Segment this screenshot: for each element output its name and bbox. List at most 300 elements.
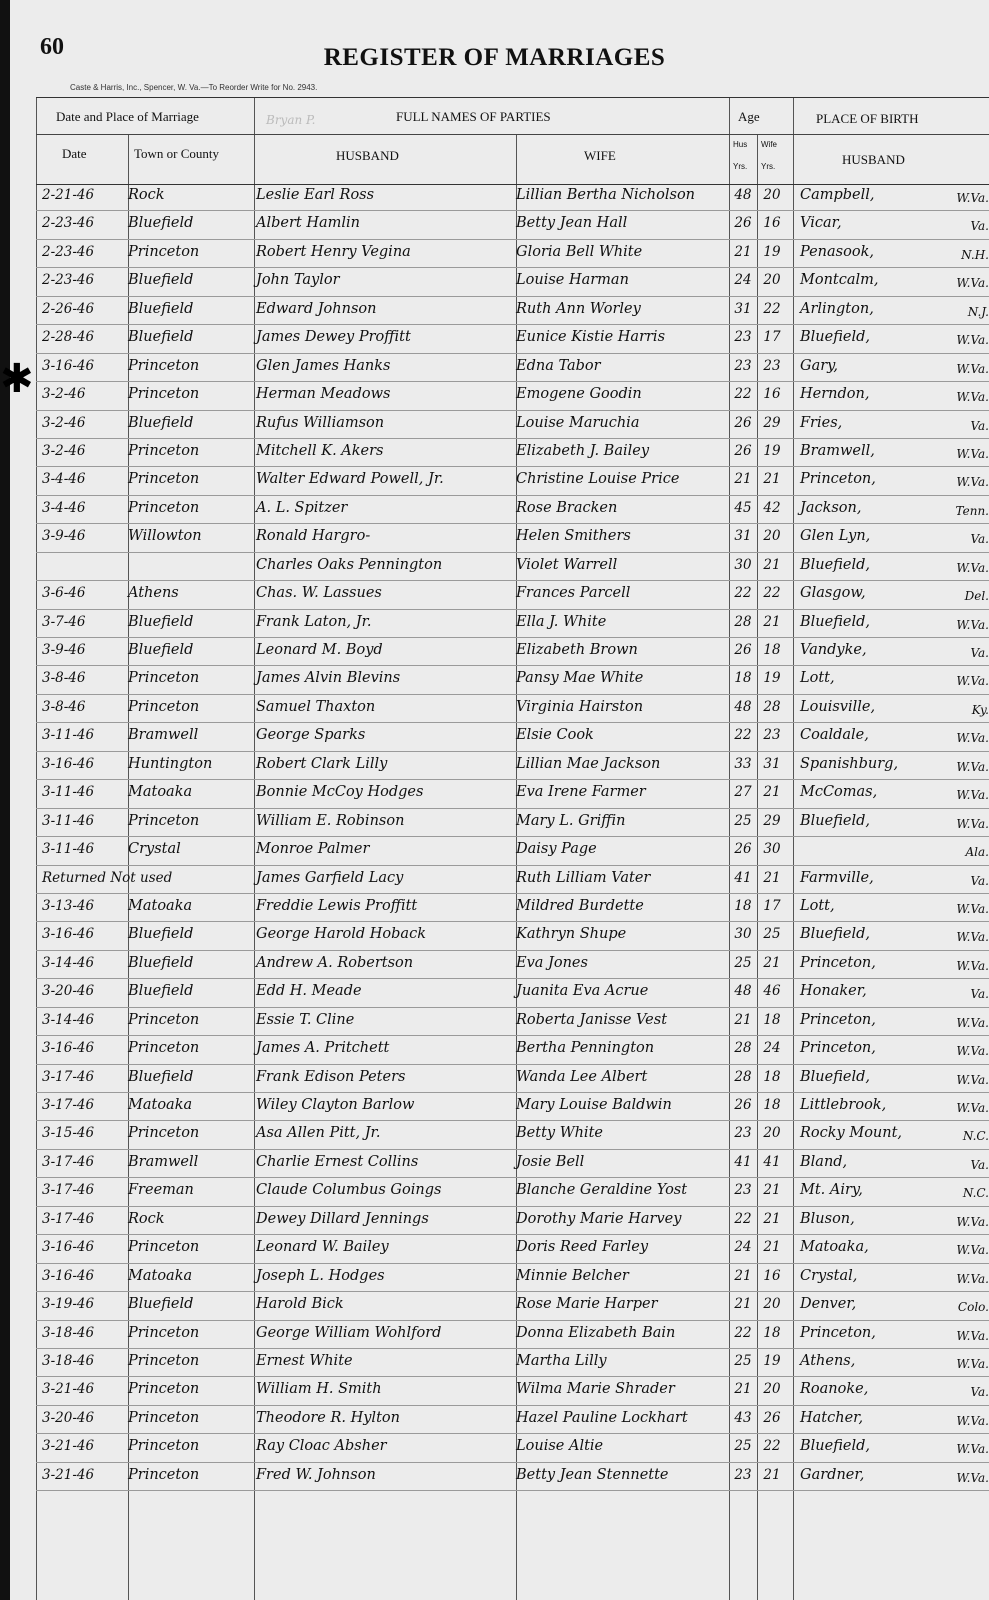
entry-wife-age: 29	[763, 414, 781, 431]
entry-date: 3-14-46	[42, 1011, 95, 1028]
entry-husband-age: 41	[734, 869, 752, 886]
entry-wife-age: 21	[763, 613, 781, 630]
entry-wife: Frances Parcell	[516, 585, 631, 602]
entry-husband-age: 26	[734, 642, 752, 658]
entry-wife-age: 21	[763, 1239, 781, 1256]
entry-wife-age: 19	[763, 243, 781, 260]
entry-husband: Ernest White	[256, 1352, 353, 1369]
entry-wife: Ruth Lilliam Vater	[516, 869, 651, 886]
entry-wife: Ella J. White	[516, 613, 607, 630]
table-row	[36, 1321, 989, 1349]
entry-wife: Betty Jean Hall	[516, 215, 628, 232]
entry-wife: Virginia Hairston	[516, 698, 644, 715]
page-number: 60	[40, 34, 64, 60]
entry-wife-age: 20	[763, 1381, 781, 1398]
entry-husband: Walter Edward Powell, Jr.	[256, 471, 444, 488]
entry-wife-age: 21	[763, 869, 781, 886]
asterisk-marker: ✱	[0, 356, 34, 402]
entry-husband-age: 18	[734, 897, 752, 914]
entry-wife: Betty Jean Stennette	[516, 1466, 669, 1483]
entry-birthplace: Bluefield,	[800, 926, 870, 943]
entry-birthplace: Littlebrook,	[800, 1097, 887, 1113]
entry-date: 3-15-46	[42, 1125, 95, 1142]
entry-husband-age: 22	[734, 1324, 752, 1341]
entry-town: Bluefield	[128, 215, 194, 232]
entry-birth-state: W.Va.	[956, 1015, 989, 1030]
entry-husband-age: 31	[734, 528, 752, 545]
entry-date: 3-16-46	[42, 1239, 95, 1256]
entry-wife-age: 24	[763, 1040, 781, 1057]
header-date-place: Date and Place of Marriage	[56, 109, 199, 124]
entry-wife: Louise Harman	[516, 272, 629, 289]
printer-imprint: Caste & Harris, Inc., Spencer, W. Va.—To Reorder Write for No. 2943.	[70, 83, 318, 92]
table-row	[36, 1065, 989, 1093]
entry-town: Matoaka	[128, 784, 193, 801]
table-row	[36, 553, 989, 581]
entry-birthplace: Louisville,	[800, 698, 876, 715]
entry-birth-state: Colo.	[957, 1300, 989, 1315]
table-row	[36, 1178, 989, 1206]
entry-husband: Glen James Hanks	[256, 357, 391, 374]
entry-wife-age: 20	[763, 1125, 781, 1142]
entry-birthplace: Lott,	[800, 670, 835, 687]
entry-husband-age: 43	[734, 1409, 752, 1426]
table-row	[36, 752, 989, 780]
table-row	[36, 467, 989, 495]
entry-town: Huntington	[128, 755, 213, 772]
table-row	[36, 268, 989, 296]
entry-wife-age: 26	[763, 1409, 781, 1426]
entry-date: 3-17-46	[42, 1153, 95, 1170]
table-row	[36, 1235, 989, 1263]
table-row	[36, 1264, 989, 1292]
entry-birth-state: Va.	[970, 873, 989, 888]
entry-husband-age: 22	[734, 585, 752, 602]
entry-husband-age: 22	[734, 1210, 752, 1227]
entry-birthplace: Princeton,	[800, 471, 876, 488]
entry-wife: Hazel Pauline Lockhart	[516, 1409, 688, 1426]
entry-town: Princeton	[128, 1239, 200, 1256]
entry-husband: Leonard M. Boyd	[256, 642, 383, 658]
entry-birthplace: Mt. Airy,	[800, 1182, 863, 1199]
entry-town: Princeton	[128, 1011, 200, 1028]
entry-town: Princeton	[128, 1324, 200, 1341]
entry-town: Princeton	[128, 471, 200, 488]
entry-birthplace: Vandyke,	[800, 642, 867, 658]
entry-birthplace: Penasook,	[800, 243, 874, 260]
entry-birthplace: Denver,	[800, 1296, 857, 1313]
entry-birthplace: Montcalm,	[800, 272, 879, 289]
entry-wife-age: 20	[763, 187, 781, 203]
entry-town: Matoaka	[128, 1097, 193, 1113]
entry-town: Bluefield	[128, 642, 194, 658]
table-header	[36, 97, 989, 185]
entry-date: 3-19-46	[42, 1296, 95, 1313]
entry-town: Bluefield	[128, 272, 194, 289]
entry-husband-age: 24	[734, 1239, 752, 1256]
entry-birthplace: Athens,	[800, 1352, 856, 1369]
entry-wife-age: 21	[763, 784, 781, 801]
entry-wife-age: 23	[763, 727, 781, 744]
entry-wife-age: 21	[763, 556, 781, 573]
entry-husband: Chas. W. Lassues	[256, 585, 382, 602]
entry-town: Freeman	[128, 1182, 194, 1199]
entry-husband: Frank Laton, Jr.	[256, 613, 372, 630]
entry-date: 3-17-46	[42, 1210, 95, 1227]
entry-husband: James Garfield Lacy	[256, 869, 404, 886]
entry-date: 3-2-46	[42, 386, 86, 403]
entry-town: Bramwell	[128, 727, 199, 744]
entry-birthplace: Bland,	[800, 1153, 848, 1170]
entry-husband-age: 26	[734, 414, 752, 431]
entry-husband: William H. Smith	[256, 1381, 382, 1398]
entry-birth-state: Ky.	[971, 702, 989, 717]
entry-wife: Mildred Burdette	[516, 897, 644, 914]
entry-town: Princeton	[128, 442, 200, 459]
entry-wife-age: 17	[763, 897, 781, 914]
header-pob-husband: HUSBAND	[842, 152, 905, 167]
entry-wife: Wanda Lee Albert	[516, 1068, 648, 1085]
table-row	[36, 1093, 989, 1121]
entry-town: Bluefield	[128, 983, 194, 1000]
entry-birthplace: McComas,	[800, 784, 878, 801]
entry-date: Returned Not used	[42, 869, 173, 886]
entry-birth-state: N.J.	[967, 304, 989, 319]
table-row	[36, 1292, 989, 1320]
entry-wife-age: 22	[763, 1438, 781, 1455]
entry-birthplace: Rocky Mount,	[800, 1125, 903, 1142]
entry-town: Athens	[128, 585, 179, 602]
table-row	[36, 809, 989, 837]
entry-wife: Mary L. Griffin	[516, 812, 626, 829]
entry-wife: Betty White	[516, 1125, 603, 1142]
entry-birth-state: W.Va.	[956, 816, 989, 831]
register-entries	[36, 183, 989, 1491]
entry-husband-age: 26	[734, 215, 752, 232]
entry-husband: Bonnie McCoy Hodges	[256, 784, 424, 801]
table-row	[36, 382, 989, 410]
entry-wife: Louise Altie	[516, 1438, 604, 1455]
entry-wife-age: 31	[763, 755, 781, 772]
table-row	[36, 496, 989, 524]
entry-birth-state: W.Va.	[956, 1243, 989, 1258]
entry-birth-state: W.Va.	[956, 560, 989, 575]
entry-birthplace: Bluefield,	[800, 613, 870, 630]
entry-husband: Robert Henry Vegina	[256, 243, 411, 260]
entry-wife: Donna Elizabeth Bain	[516, 1324, 676, 1341]
entry-birth-state: W.Va.	[956, 333, 989, 348]
entry-birth-state: W.Va.	[956, 276, 989, 291]
entry-date: 3-6-46	[42, 585, 86, 602]
entry-birth-state: W.Va.	[956, 731, 989, 746]
table-row	[36, 1207, 989, 1235]
entry-husband-age: 25	[734, 1352, 752, 1369]
entry-husband-age: 23	[734, 357, 752, 374]
entry-birth-state: W.Va.	[956, 958, 989, 973]
entry-husband: Joseph L. Hodges	[256, 1267, 385, 1284]
entry-birthplace: Honaker,	[800, 983, 867, 1000]
entry-husband-age: 23	[734, 1125, 752, 1142]
entry-wife: Daisy Page	[516, 841, 597, 858]
entry-birth-state: W.Va.	[956, 446, 989, 461]
entry-wife: Gloria Bell White	[516, 243, 643, 260]
entry-wife: Elizabeth Brown	[516, 642, 638, 658]
entry-husband-age: 21	[734, 243, 752, 260]
entry-wife: Mary Louise Baldwin	[516, 1097, 672, 1113]
table-row	[36, 979, 989, 1007]
entry-date: 3-16-46	[42, 1040, 95, 1057]
entry-wife: Eva Irene Farmer	[516, 784, 646, 801]
entry-town: Rock	[128, 187, 165, 203]
entry-birthplace: Princeton,	[800, 1324, 876, 1341]
table-row	[36, 638, 989, 666]
entry-wife-age: 42	[763, 499, 781, 516]
entry-wife-age: 21	[763, 1466, 781, 1483]
table-row	[36, 524, 989, 552]
entry-wife-age: 21	[763, 471, 781, 488]
entry-birth-state: W.Va.	[956, 1328, 989, 1343]
entry-birthplace: Bluefield,	[800, 1438, 870, 1455]
entry-birth-state: W.Va.	[956, 361, 989, 376]
entry-date: 3-4-46	[42, 471, 86, 488]
entry-wife-age: 16	[763, 1267, 781, 1284]
table-row	[36, 1150, 989, 1178]
entry-town: Princeton	[128, 1125, 200, 1142]
entry-birthplace: Glen Lyn,	[800, 528, 871, 545]
entry-husband: Fred W. Johnson	[256, 1466, 376, 1483]
entry-town: Bluefield	[128, 926, 194, 943]
page-title: REGISTER OF MARRIAGES	[323, 44, 666, 71]
entry-wife-age: 18	[763, 1097, 781, 1113]
entry-wife: Eva Jones	[516, 954, 588, 971]
entry-birth-state: N.C.	[962, 1129, 989, 1144]
entry-husband-age: 26	[734, 1097, 752, 1113]
table-row	[36, 581, 989, 609]
entry-date: 3-20-46	[42, 1409, 95, 1426]
entry-husband-age: 22	[734, 386, 752, 403]
entry-husband-age: 21	[734, 1381, 752, 1398]
entry-wife-age: 21	[763, 1182, 781, 1199]
entry-birthplace: Spanishburg,	[800, 755, 899, 772]
entry-husband: John Taylor	[256, 272, 340, 289]
entry-birthplace: Bluson,	[800, 1210, 855, 1227]
entry-town: Crystal	[128, 841, 181, 858]
entry-date: 2-23-46	[42, 272, 95, 289]
entry-date: 3-9-46	[42, 642, 86, 658]
entry-town: Bluefield	[128, 300, 194, 317]
entry-wife: Elizabeth J. Bailey	[516, 442, 650, 459]
entry-town: Princeton	[128, 670, 200, 687]
entry-husband-age: 48	[734, 983, 752, 1000]
entry-wife: Emogene Goodin	[516, 386, 642, 403]
entry-town: Princeton	[128, 499, 200, 516]
entry-wife: Christine Louise Price	[516, 471, 680, 488]
entry-birth-state: Ala.	[965, 845, 989, 860]
entry-husband: Dewey Dillard Jennings	[256, 1210, 429, 1227]
entry-husband-age: 28	[734, 1040, 752, 1057]
entry-wife-age: 16	[763, 386, 781, 403]
entry-birthplace: Crystal,	[800, 1267, 858, 1284]
entry-wife: Doris Reed Farley	[516, 1239, 649, 1256]
entry-birthplace: Princeton,	[800, 1040, 876, 1057]
table-row	[36, 894, 989, 922]
entry-birthplace: Bluefield,	[800, 1068, 870, 1085]
entry-husband-age: 18	[734, 670, 752, 687]
entry-birthplace: Farmville,	[800, 869, 874, 886]
entry-birth-state: Del.	[964, 589, 989, 604]
entry-wife: Kathryn Shupe	[516, 926, 627, 943]
table-row	[36, 1349, 989, 1377]
entry-birthplace: Hatcher,	[800, 1409, 864, 1426]
entry-husband-age: 30	[734, 556, 752, 573]
entry-wife: Rose Marie Harper	[516, 1296, 658, 1313]
entry-town: Princeton	[128, 1466, 200, 1483]
entry-date: 2-23-46	[42, 243, 95, 260]
entry-wife-age: 23	[763, 357, 781, 374]
entry-husband: Samuel Thaxton	[256, 698, 376, 715]
header-yrs: Yrs.	[733, 162, 748, 171]
entry-date: 3-16-46	[42, 1267, 95, 1284]
entry-town: Bluefield	[128, 954, 194, 971]
entry-date: 2-21-46	[42, 187, 95, 203]
entry-town: Princeton	[128, 1438, 200, 1455]
entry-birth-state: Va.	[970, 1157, 989, 1172]
entry-wife-age: 18	[763, 1011, 781, 1028]
entry-wife: Elsie Cook	[516, 727, 594, 744]
entry-birthplace: Gary,	[800, 357, 839, 374]
table-row	[36, 183, 989, 211]
table-row	[36, 837, 989, 865]
entry-birthplace: Princeton,	[800, 1011, 876, 1028]
entry-wife: Louise Maruchia	[516, 414, 640, 431]
entry-husband: George Harold Hoback	[256, 926, 426, 943]
entry-birthplace: Princeton,	[800, 954, 876, 971]
entry-husband: Essie T. Cline	[256, 1011, 355, 1028]
entry-husband-age: 25	[734, 812, 752, 829]
entry-date: 3-11-46	[42, 812, 95, 829]
entry-town: Princeton	[128, 1040, 200, 1057]
entry-date: 2-23-46	[42, 215, 95, 232]
entry-husband-age: 25	[734, 954, 752, 971]
entry-husband: William E. Robinson	[256, 812, 405, 829]
entry-husband: George Sparks	[256, 727, 366, 744]
entry-husband: Edd H. Meade	[256, 983, 362, 1000]
entry-wife-age: 41	[763, 1153, 781, 1170]
table-row	[36, 695, 989, 723]
entry-date: 3-21-46	[42, 1381, 95, 1398]
page-binding-edge	[0, 0, 10, 1600]
entry-wife: Wilma Marie Shrader	[516, 1381, 675, 1398]
entry-town: Willowton	[128, 528, 202, 545]
entry-birth-state: W.Va.	[956, 901, 989, 916]
entry-birth-state: W.Va.	[956, 617, 989, 632]
entry-birthplace: Roanoke,	[800, 1381, 869, 1398]
entry-wife: Josie Bell	[516, 1153, 585, 1170]
entry-birthplace: Bluefield,	[800, 812, 870, 829]
entry-date: 3-18-46	[42, 1324, 95, 1341]
entry-wife: Edna Tabor	[516, 357, 601, 374]
entry-wife-age: 19	[763, 670, 781, 687]
entry-birthplace: Lott,	[800, 897, 835, 914]
table-row	[36, 240, 989, 268]
entry-date: 3-13-46	[42, 897, 95, 914]
table-row	[36, 354, 989, 382]
entry-wife-age: 19	[763, 442, 781, 459]
header-wife-age: Wife	[761, 140, 777, 149]
entry-husband-age: 33	[734, 755, 752, 772]
entry-husband-age: 45	[734, 499, 752, 516]
faint-stamp: Bryan P.	[266, 113, 316, 127]
entry-birth-state: N.C.	[962, 1186, 989, 1201]
entry-wife: Violet Warrell	[516, 556, 618, 573]
entry-husband: Theodore R. Hylton	[256, 1409, 400, 1426]
entry-birth-state: Va.	[970, 219, 989, 234]
header-divider	[36, 134, 989, 135]
entry-town: Princeton	[128, 1352, 200, 1369]
entry-date: 3-7-46	[42, 613, 86, 630]
entry-husband: Leonard W. Bailey	[256, 1239, 389, 1256]
entry-date: 3-18-46	[42, 1352, 95, 1369]
entry-wife: Lillian Mae Jackson	[516, 755, 661, 772]
entry-date: 3-21-46	[42, 1466, 95, 1483]
entry-husband-age: 23	[734, 1182, 752, 1199]
entry-wife-age: 22	[763, 300, 781, 317]
header-husband: HUSBAND	[336, 148, 399, 163]
entry-birth-state: W.Va.	[956, 1356, 989, 1371]
entry-wife: Juanita Eva Acrue	[516, 983, 649, 1000]
entry-husband-age: 21	[734, 1296, 752, 1313]
entry-date: 3-4-46	[42, 499, 86, 516]
entry-husband: Andrew A. Robertson	[256, 954, 414, 971]
entry-date: 3-17-46	[42, 1097, 95, 1113]
header-full-names: FULL NAMES OF PARTIES	[396, 109, 551, 124]
entry-husband: James Dewey Proffitt	[256, 329, 411, 346]
entry-birth-state: W.Va.	[956, 390, 989, 405]
entry-town: Matoaka	[128, 1267, 193, 1284]
entry-husband: Edward Johnson	[256, 300, 377, 317]
header-town-county: Town or County	[134, 146, 220, 161]
entry-town: Bluefield	[128, 1068, 194, 1085]
table-row	[36, 1463, 989, 1491]
table-row	[36, 922, 989, 950]
entry-birth-state: W.Va.	[956, 1413, 989, 1428]
entry-birthplace: Campbell,	[800, 187, 875, 203]
table-row	[36, 723, 989, 751]
entry-husband: Asa Allen Pitt, Jr.	[256, 1125, 381, 1142]
table-row	[36, 411, 989, 439]
entry-wife-age: 28	[763, 698, 781, 715]
entry-date: 3-11-46	[42, 784, 95, 801]
entry-town: Bluefield	[128, 329, 194, 346]
entry-husband: Robert Clark Lilly	[256, 755, 388, 772]
entry-husband: Monroe Palmer	[256, 841, 370, 858]
entry-date: 2-28-46	[42, 329, 95, 346]
entry-wife-age: 20	[763, 1296, 781, 1313]
entry-birthplace: Coaldale,	[800, 727, 869, 744]
entry-birthplace: Bluefield,	[800, 329, 870, 346]
entry-husband: Charles Oaks Pennington	[256, 556, 443, 573]
entry-wife-age: 20	[763, 528, 781, 545]
entry-town: Princeton	[128, 812, 200, 829]
entry-husband-age: 30	[734, 926, 752, 943]
entry-husband: Rufus Williamson	[256, 414, 385, 431]
header-place-of-birth: PLACE OF BIRTH	[816, 111, 919, 126]
entry-wife: Helen Smithers	[516, 528, 631, 545]
entry-birth-state: W.Va.	[956, 788, 989, 803]
table-row	[36, 439, 989, 467]
entry-wife-age: 18	[763, 642, 781, 658]
entry-date: 3-8-46	[42, 670, 86, 687]
